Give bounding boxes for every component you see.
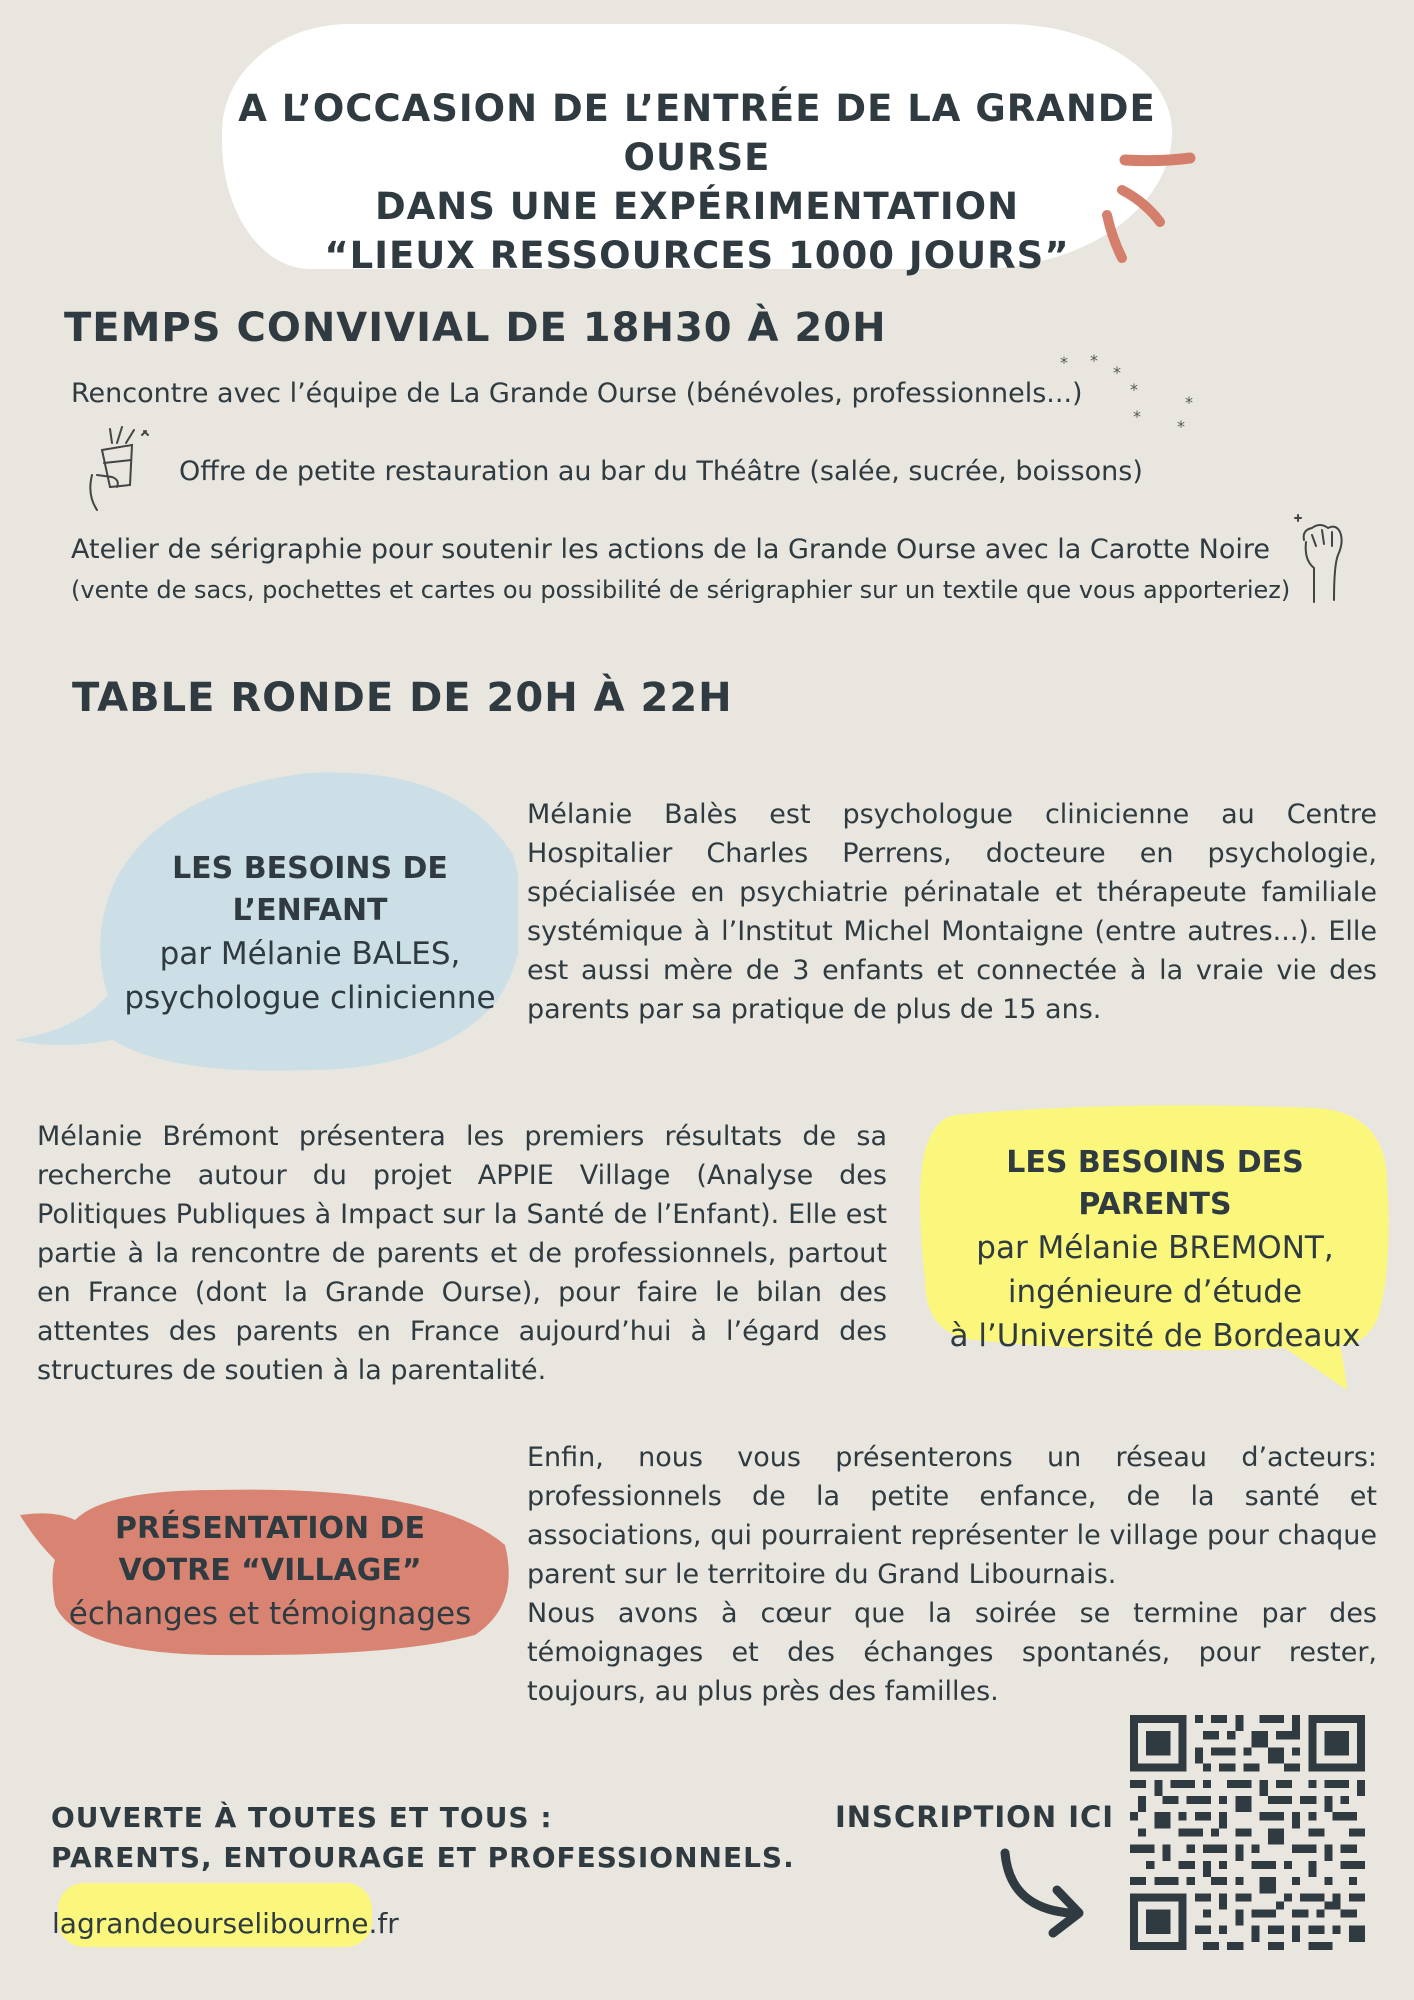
banner-line-2: DANS UNE EXPÉRIMENTATION (374, 185, 1020, 228)
banner-title (232, 84, 1162, 280)
parents-speaker: par Mélanie BREMONT, (976, 1230, 1334, 1266)
village-title-2: VOTRE “VILLAGE” (118, 1553, 422, 1588)
drink-glass-icon (82, 415, 162, 515)
open-line-2: PARENTS, ENTOURAGE ET PROFESSIONNELS. (51, 1841, 795, 1874)
convivial-item-team: Rencontre avec l’équipe de La Grande Ourse (bénévoles, professionnels...) (71, 378, 1083, 409)
enfant-bubble-text (100, 848, 520, 1020)
parents-role: ingénieure d’étude (1007, 1274, 1303, 1310)
svg-text:*: * (1113, 363, 1121, 382)
parents-institution: à l’Université de Bordeaux (949, 1318, 1361, 1354)
village-subtitle: échanges et témoignages (68, 1596, 472, 1632)
svg-text:*: * (1177, 417, 1185, 435)
open-to-all-text (51, 1798, 795, 1878)
inscription-label: INSCRIPTION ICI (835, 1800, 1115, 1834)
svg-text:*: * (1185, 393, 1193, 412)
enfant-description: Mélanie Balès est psychologue clinicienne au Centre Hospitalier Charles Perrens, docteure en psychologie, spécialisée en psychiatrie périnatale et thérapeute familiale systémique à l’Institut Michel Montaigne (entre autres...). Elle est aussi mère de 3 enfants et connectée à la vraie vie des parents par sa pratique de plus de 15 ans. (527, 799, 1377, 1025)
svg-text:*: * (1130, 380, 1138, 399)
enfant-title: LES BESOINS DE L’ENFANT (172, 851, 448, 928)
open-line-1: OUVERTE À TOUTES ET TOUS : (51, 1801, 553, 1834)
table-ronde-heading: TABLE RONDE DE 20H À 22H (72, 675, 733, 721)
convivial-item-workshop: Atelier de sérigraphie pour soutenir les actions de la Grande Ourse avec la Carotte Noire (71, 534, 1271, 565)
parents-title: LES BESOINS DES PARENTS (1006, 1145, 1304, 1222)
convivial-heading: TEMPS CONVIVIAL DE 18H30 À 20H (64, 305, 887, 351)
svg-text:*: * (1060, 353, 1068, 372)
convivial-item-food: Offre de petite restauration au bar du Théâtre (salée, sucrée, boissons) (179, 456, 1143, 487)
village-title-1: PRÉSENTATION DE (115, 1511, 425, 1546)
parents-description: Mélanie Brémont présentera les premiers résultats de sa recherche autour du projet APPIE Village (Analyse des Politiques Publiques à Impact sur la Santé de l’Enfant). Elle est partie à la rencontre de parents et de professionnels, partout en France (dont la Grande Ourse), pour faire le bilan des attentes des parents en France aujourd’hui à l’égard des structures de soutien à la parentalité. (37, 1121, 887, 1386)
curved-arrow-icon (995, 1848, 1095, 1948)
convivial-item-workshop-detail: (vente de sacs, pochettes et cartes ou possibilité de sérigraphier sur un textile que vous apporteriez) (71, 576, 1291, 604)
website-link[interactable]: lagrandeourselibourne.fr (52, 1907, 399, 1940)
raised-fist-icon (1292, 510, 1352, 610)
banner-line-1: A L’OCCASION DE L’ENTRÉE DE LA GRANDE OURSE (238, 87, 1156, 179)
registration-qr-code[interactable] (1130, 1715, 1365, 1950)
village-bubble-text (60, 1508, 480, 1636)
village-description (527, 1438, 1377, 1711)
parents-bubble-text (930, 1142, 1380, 1358)
village-description-2: Nous avons à cœur que la soirée se termine par des témoignages et des échanges spontanés, pour rester, toujours, au plus près des familles. (527, 1598, 1377, 1707)
svg-text:*: * (1090, 351, 1098, 370)
banner-line-3: “LIEUX RESSOURCES 1000 JOURS” (324, 234, 1070, 277)
svg-text:*: * (1133, 407, 1141, 426)
enfant-speaker: par Mélanie BALES, (159, 936, 461, 972)
village-description-1: Enfin, nous vous présenterons un réseau d’acteurs: professionnels de la petite enfance, de la santé et associations, qui pourraient représenter le village pour chaque parent sur le territoire du Grand Libournais. (527, 1442, 1377, 1590)
enfant-role: psychologue clinicienne (124, 980, 496, 1016)
